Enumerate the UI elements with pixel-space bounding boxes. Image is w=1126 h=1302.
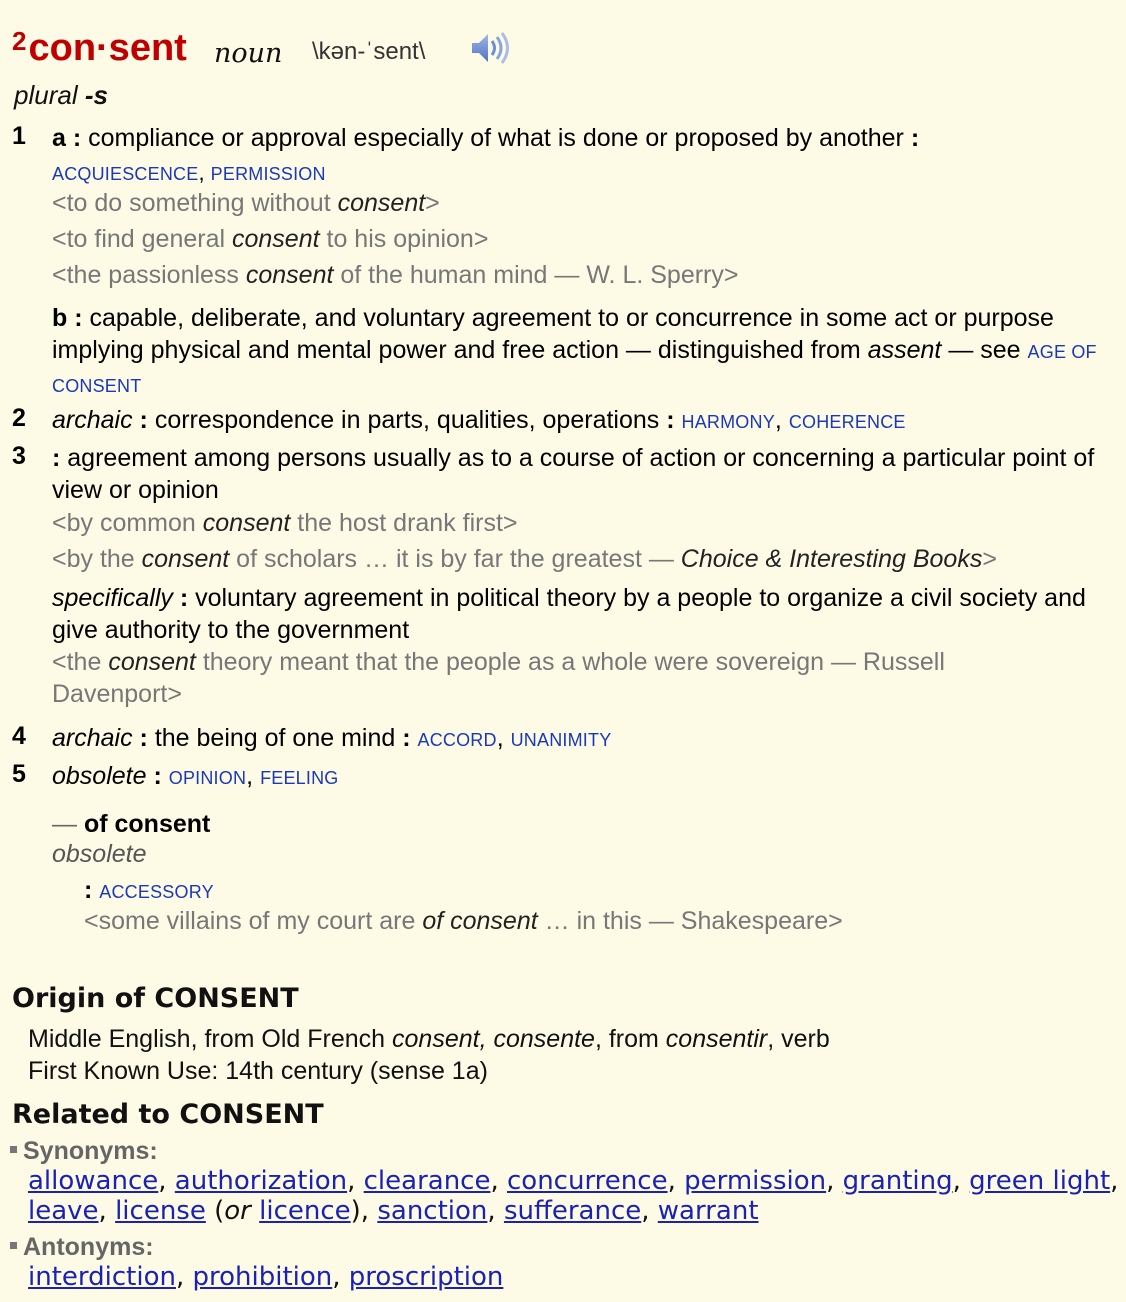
sense-1a-definition: a : compliance or approval especially of what is done or proposed by another : [52, 124, 920, 152]
synonym-link[interactable]: authorization [174, 1166, 348, 1196]
related-heading: Related to CONSENT [12, 1099, 324, 1130]
etymology-line: Middle English, from Old French consent, consente, from consentir, verb [28, 1025, 830, 1053]
synonym-link[interactable]: sufferance [503, 1196, 642, 1226]
synonym-link[interactable]: license [115, 1196, 206, 1226]
cross-reference-link[interactable]: AGE OF CONSENT [52, 342, 1097, 396]
antonym-link[interactable]: prohibition [192, 1262, 333, 1292]
example-sentence: <to do something without consent> [52, 189, 440, 217]
speaker-icon[interactable] [468, 30, 510, 66]
sense-2-definition: archaic : correspondence in parts, qualities, operations : HARMONY, COHERENCE [52, 406, 906, 434]
synonym-list-line-1: allowance, authorization, clearance, concurrence, permission, granting, green light, [28, 1166, 1119, 1196]
synonym-link[interactable]: licence [259, 1196, 351, 1226]
truncated-previous-entry [8, 0, 308, 4]
inflection: plural -s [14, 80, 108, 110]
synonyms-label: Synonyms: [10, 1137, 158, 1166]
synonym-link[interactable]: ACQUIESCENCE [52, 164, 199, 184]
part-of-speech: noun [214, 38, 283, 69]
synonym-link[interactable]: concurrence [507, 1166, 668, 1196]
synonym-link[interactable]: warrant [657, 1196, 759, 1226]
example-sentence: <to find general consent to his opinion> [52, 225, 489, 253]
phrase-label: obsolete [52, 840, 147, 868]
sense-number-4: 4 [12, 722, 26, 750]
antonym-link[interactable]: proscription [348, 1262, 504, 1292]
homograph-number: 2 [12, 26, 27, 56]
pronunciation: \kən-ˈsent\ [312, 38, 426, 65]
synonym-link[interactable]: FEELING [260, 768, 339, 788]
synonym-link[interactable]: PERMISSION [210, 164, 326, 184]
synonym-link[interactable]: permission [684, 1166, 827, 1196]
synonym-link[interactable]: sanction [377, 1196, 488, 1226]
synonym-link[interactable]: allowance [28, 1166, 159, 1196]
sense-number-5: 5 [12, 760, 26, 788]
sense-number-2: 2 [12, 404, 26, 432]
sense-5-definition: obsolete : OPINION, FEELING [52, 762, 339, 790]
sense-4-definition: archaic : the being of one mind : ACCORD, UNANIMITY [52, 724, 612, 752]
example-sentence: <some villains of my court are of consent … in this — Shakespeare> [84, 907, 843, 935]
synonym-list-line-2: leave, license (or licence), sanction, sufferance, warrant [28, 1196, 759, 1226]
synonym-link[interactable]: COHERENCE [788, 412, 906, 432]
antonyms-label: Antonyms: [10, 1233, 154, 1262]
sense-1b-definition: b : capable, deliberate, and voluntary agreement to or concurrence in some act or purpose implying physical and mental power and free action — distinguished from assent — see AGE OF CONSENT [52, 304, 1097, 396]
sense-3-definition: : agreement among persons usually as to a course of action or concerning a particular point of view or opinion [52, 444, 1095, 504]
synonym-link[interactable]: green light [969, 1166, 1111, 1196]
synonym-link[interactable]: UNANIMITY [510, 730, 612, 750]
bullet-icon [10, 1242, 17, 1249]
sense-number-3: 3 [12, 442, 26, 470]
example-sentence: <by the consent of scholars … it is by far the greatest — Choice & Interesting Books> [52, 545, 997, 573]
synonym-link[interactable]: leave [28, 1196, 99, 1226]
synonym-link[interactable]: granting [842, 1166, 953, 1196]
synonym-link[interactable]: clearance [363, 1166, 491, 1196]
example-sentence: <the consent theory meant that the people as a whole were sovereign — Russell Davenport> [52, 648, 945, 708]
synonym-link[interactable]: HARMONY [681, 412, 775, 432]
first-known-use: First Known Use: 14th century (sense 1a) [28, 1057, 488, 1085]
origin-heading: Origin of CONSENT [12, 983, 299, 1014]
antonym-list: interdiction, prohibition, proscription [28, 1262, 504, 1292]
phrase-heading: — of consent [52, 810, 211, 838]
antonym-link[interactable]: interdiction [28, 1262, 176, 1292]
sense-3-specifically: specifically : voluntary agreement in political theory by a people to organize a civil society and give authority to the government [52, 584, 1086, 644]
phrase-definition: : ACCESSORY [84, 876, 214, 904]
synonym-link[interactable]: ACCORD [417, 730, 497, 750]
example-sentence: <the passionless consent of the human mind — W. L. Sperry> [52, 261, 739, 289]
bullet-icon [10, 1146, 17, 1153]
headword-text: con·sent [28, 27, 187, 69]
sense-number-1: 1 [12, 122, 26, 150]
headword [12, 26, 187, 76]
synonym-link[interactable]: ACCESSORY [99, 882, 214, 902]
synonym-link[interactable]: OPINION [168, 768, 247, 788]
sense-1a-synonyms: ACQUIESCENCE, PERMISSION [52, 160, 326, 185]
example-sentence: <by common consent the host drank first> [52, 509, 518, 537]
